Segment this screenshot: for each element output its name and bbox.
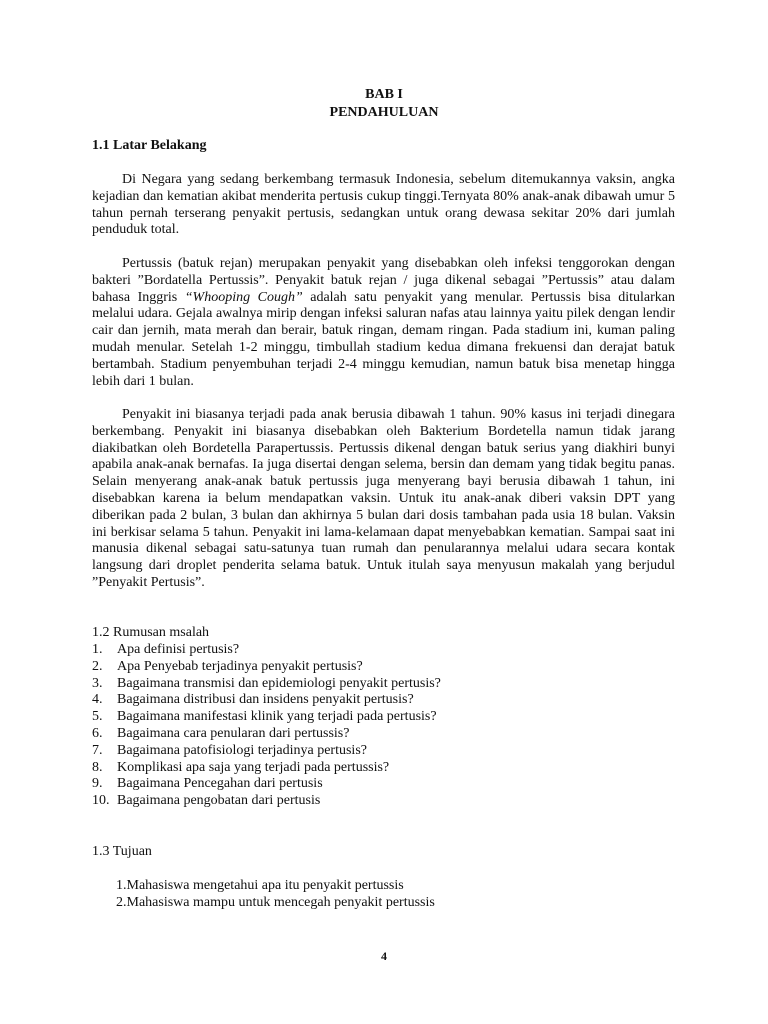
list-item-text: Bagaimana manifestasi klinik yang terjadi pada pertusis? (117, 709, 437, 725)
list-item-number: 8. (92, 759, 103, 775)
research-questions-list (92, 642, 441, 810)
objectives-list (116, 877, 435, 911)
list-item-text: Komplikasi apa saja yang terjadi pada pertussis? (117, 759, 390, 775)
list-item-text: Apa Penyebab terjadinya penyakit pertusis? (117, 658, 363, 674)
list-item-number: 9. (92, 776, 103, 792)
list-item (92, 709, 441, 726)
list-item (92, 726, 441, 743)
list-item (92, 760, 441, 777)
section-heading-latar-belakang: 1.1 Latar Belakang (92, 138, 207, 153)
list-item-number: 7. (92, 742, 103, 758)
list-item-number: 3. (92, 675, 103, 691)
list-item-number: 10. (92, 793, 110, 809)
paragraph-2-part-1: Pertussis (batuk rejan) merupakan penyakit yang disebabkan oleh infeksi tenggorokan dengan bakteri ”Bordatella Pertussis”. Penyakit batuk rejan / juga dikenal sebagai ”Pertussis” atau dalam bahasa Inggris (92, 256, 675, 305)
paragraph-2-part-2: adalah satu penyakit yang menular. Pertussis bisa ditularkan melalui udara. Gejala awalnya mirip dengan infeksi saluran nafas atau lainnya yaitu pilek dengan lendir cair dan jernih, mata merah dan berair, batuk ringan, demam ringan. Pada stadium ini, kuman paling mudah menular. Setelah 1-2 minggu, timbullah stadium kedua dimana frekuensi dan derajat batuk bertambah. Stadium penyembuhan terjadi 2-4 minggu kemudian, namun batuk bisa menetap hingga lebih dari 1 bulan. (92, 289, 675, 389)
paragraph-2 (92, 256, 675, 390)
list-item-text: Bagaimana cara penularan dari pertussis? (117, 725, 350, 741)
list-item (92, 676, 441, 693)
paragraph-2-italic-term: “Whooping Cough” (184, 289, 303, 305)
list-item-text: Bagaimana patofisiologi terjadinya pertusis? (117, 742, 367, 758)
section-heading-rumusan-masalah: 1.2 Rumusan msalah (92, 625, 210, 640)
list-item: 1.Mahasiswa mengetahui apa itu penyakit pertussis (116, 878, 404, 893)
list-item-number: 2. (92, 658, 103, 674)
list-item (92, 659, 441, 676)
paragraph-3: Penyakit ini biasanya terjadi pada anak berusia dibawah 1 tahun. 90% kasus ini terjadi dinegara berkembang. Penyakit ini biasanya disebabkan oleh Bakterium Bordetella namun tidak jarang diakibatkan oleh Bordetella Parapertussis. Pertussis dikenal dengan batuk serius yang diakhiri bunyi apabila anak-anak bernafas. Ia juga disertai dengan selema, bersin dan demam yang tidak begitu panas. Selain menyerang anak-anak batuk pertussis juga menyerang bayi berusia dibawah 1 tahun, ini disebabkan karena ia belum mendapatkan vaksin. Untuk itu anak-anak diberi vaksin DPT yang diberikan pada 2 bulan, 3 bulan dan akhirnya 5 bulan dari dosis tambahan pada usia 18 bulan. Vaksin ini berkisar selama 5 tahun. Penyakit ini lama-kelamaan dapat menyebabkan kematian. Sampai saat ini manusia dikenal sebagai satu-satunya tuan rumah dan penularannya melalui udara secara kontak langsung dari droplet penderita selama batuk. Untuk itulah saya menyusun makalah yang berjudul ”Penyakit Pertusis”. (92, 407, 675, 590)
paragraph-1: Di Negara yang sedang berkembang termasuk Indonesia, sebelum ditemukannya vaksin, angka kejadian dan kematian akibat menderita pertusis cukup tinggi.Ternyata 80% anak-anak dibawah umur 5 tahun pernah terserang penyakit pertusis, sedangkan untuk orang dewasa sekitar 20% dari jumlah penduduk total. (92, 172, 675, 238)
list-item-number: 5. (92, 709, 103, 725)
list-item-text: Bagaimana pengobatan dari pertusis (117, 793, 321, 809)
list-item-text: Bagaimana Pencegahan dari pertusis (117, 776, 323, 792)
page-number: 4 (381, 949, 387, 963)
list-item (92, 743, 441, 760)
list-item-number: 4. (92, 692, 103, 708)
list-item-text: Bagaimana distribusi dan insidens penyakit pertusis? (117, 692, 414, 708)
list-item (92, 793, 441, 810)
list-item (92, 642, 441, 659)
list-item-number: 1. (92, 642, 103, 657)
chapter-title: PENDAHULUAN (329, 105, 439, 120)
list-item: 2.Mahasiswa mampu untuk mencegah penyakit pertussis (116, 895, 435, 910)
list-item-text: Bagaimana transmisi dan epidemiologi penyakit pertusis? (117, 675, 441, 691)
list-item (92, 776, 441, 793)
list-item-number: 6. (92, 725, 103, 741)
chapter-number: BAB I (365, 87, 403, 102)
list-item-text: Apa definisi pertusis? (117, 642, 240, 657)
list-item (92, 692, 441, 709)
section-heading-tujuan: 1.3 Tujuan (92, 844, 152, 859)
